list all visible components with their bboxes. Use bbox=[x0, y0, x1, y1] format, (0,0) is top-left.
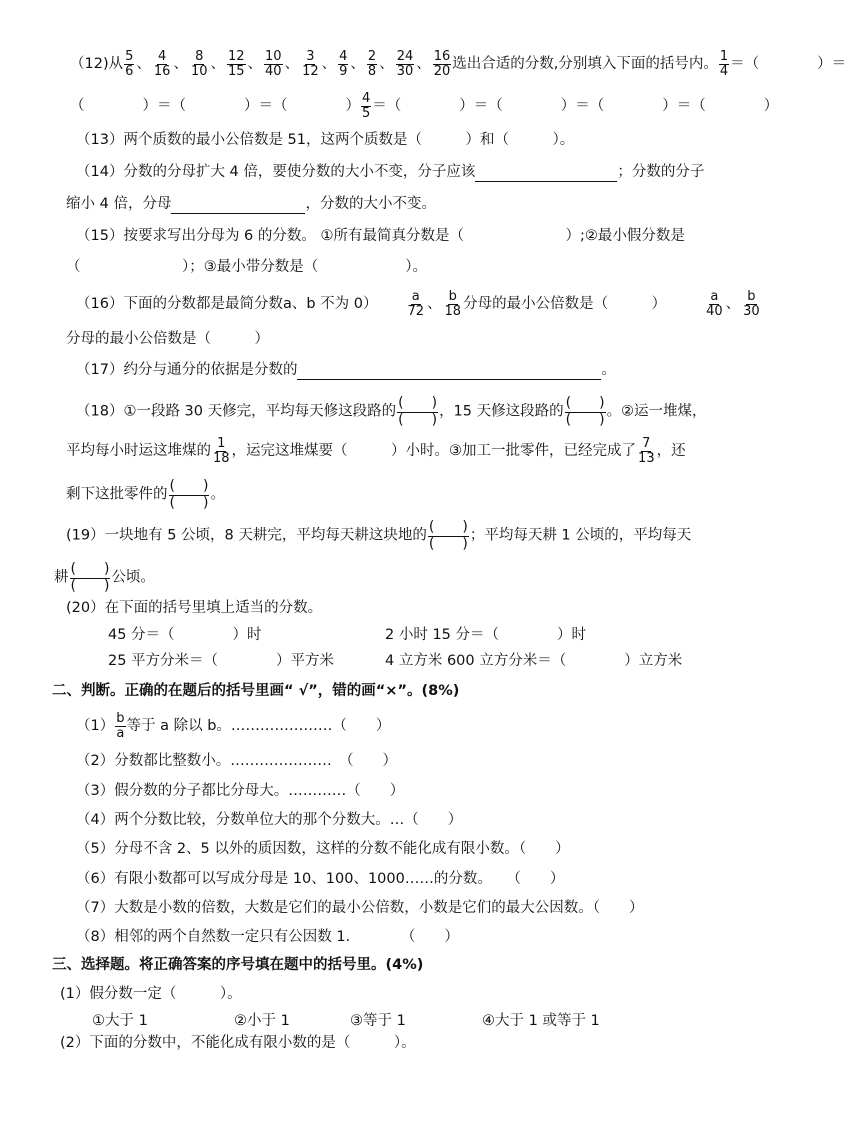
q18-text-g: 剩下这批零件的 bbox=[66, 486, 168, 503]
q12-fraction-list bbox=[123, 49, 452, 79]
fraction: $\frac{b}{a}$ bbox=[116, 711, 125, 741]
q12-blank-chain-3: ＝（ ）＝（ ）＝（ ）＝（ ） bbox=[372, 98, 779, 115]
q20-item-4: 4 立方米 600 立方分米＝（ ）立方米 bbox=[385, 653, 683, 669]
q14-text-c: 缩小 4 倍，分母 bbox=[66, 196, 172, 212]
q19-text-c: 耕 bbox=[54, 569, 69, 586]
q16-text-b: 分母的最小公倍数是（ ） bbox=[463, 296, 667, 313]
q16-line2: 分母的最小公倍数是（ ） bbox=[66, 331, 269, 347]
judge-item-8: （8）相邻的两个自然数一定只有公因数 1. （ ） bbox=[76, 929, 459, 945]
fraction: $\frac{b}{30}$ bbox=[743, 289, 760, 319]
judge-item-1 bbox=[76, 712, 390, 740]
q12-blank-chain-2: （ ）＝（ ）＝（ ） bbox=[70, 98, 360, 115]
q19-text-d: 公顷。 bbox=[111, 569, 155, 586]
q18-text-h: 。 bbox=[210, 486, 225, 503]
q14-line2 bbox=[66, 194, 436, 214]
choice-q2: (2）下面的分数中，不能化成有限小数的是（ ）。 bbox=[60, 1035, 416, 1051]
q12-line1 bbox=[70, 50, 846, 78]
q19-text-a: (19）一块地有 5 公顷，8 天耕完，平均每天耕这块地的 bbox=[66, 527, 427, 544]
q18-line2 bbox=[66, 437, 686, 465]
q18-text-e: ，运完这堆煤要（ ）小时。③加工一批零件，已经完成了 bbox=[231, 443, 637, 460]
fraction: $\frac{3}{12}$ bbox=[302, 49, 319, 79]
q17-text-a: （17）约分与通分的依据是分数的 bbox=[76, 362, 298, 378]
q14-line1 bbox=[76, 162, 704, 182]
fraction: $\frac{a}{40}$ bbox=[706, 289, 723, 319]
judge-item-5: （5）分母不含 2、5 以外的质因数，这样的分数不能化成有限小数。（ ） bbox=[76, 841, 570, 857]
fraction: $\frac{4}{9}$ bbox=[339, 49, 348, 79]
q18-text-c: 。②运一堆煤， bbox=[606, 403, 707, 420]
fraction: $\frac{8}{10}$ bbox=[190, 49, 208, 79]
separator: 、 bbox=[173, 56, 188, 73]
q18-text-f: ，还 bbox=[656, 443, 686, 460]
blank-fraction[interactable]: $\frac{( )}{( )}$ bbox=[70, 561, 110, 594]
q20-item-2: 2 小时 15 分＝（ ）时 bbox=[385, 627, 587, 643]
judge-item-7: （7）大数是小数的倍数，大数是它们的最小公倍数，小数是它们的最大公因数。（ ） bbox=[76, 900, 644, 916]
q15-line1: （15）按要求写出分母为 6 的分数。 ①所有最简真分数是（ ）;②最小假分数是 bbox=[76, 228, 685, 244]
answer-line[interactable] bbox=[297, 364, 601, 380]
q18-text-a: （18）①一段路 30 天修完，平均每天修这段路的 bbox=[76, 403, 397, 420]
fraction: $\frac{12}{15}$ bbox=[227, 49, 245, 79]
separator: 、 bbox=[725, 296, 741, 313]
judge-item-4: （4）两个分数比较，分数单位大的那个分数大。…（ ） bbox=[76, 812, 463, 828]
fraction: $\frac{a}{72}$ bbox=[407, 289, 425, 319]
fraction: $\frac{4}{5}$ bbox=[362, 91, 371, 121]
separator: 、 bbox=[136, 56, 151, 73]
fraction: $\frac{4}{16}$ bbox=[153, 49, 171, 79]
q20-item-1: 45 分＝（ ）时 bbox=[108, 627, 262, 643]
fraction: $\frac{5}{6}$ bbox=[125, 49, 134, 79]
fraction: $\frac{2}{8}$ bbox=[367, 49, 377, 79]
judge-1-number: （1） bbox=[76, 718, 115, 735]
separator: 、 bbox=[416, 56, 431, 73]
fraction: $\frac{10}{40}$ bbox=[265, 49, 282, 79]
answer-line[interactable] bbox=[475, 166, 617, 182]
q16-line1 bbox=[76, 290, 762, 318]
q17-text-b: 。 bbox=[601, 362, 616, 378]
q14-text-d: ，分数的大小不变。 bbox=[305, 196, 436, 212]
q14-text-a: （14）分数的分母扩大 4 倍，要使分数的大小不变，分子应该 bbox=[76, 164, 476, 180]
q19-text-b: ；平均每天耕 1 公顷的，平均每天 bbox=[469, 527, 692, 544]
separator: 、 bbox=[379, 56, 394, 73]
q12-instruction: 选出合适的分数,分别填入下面的括号内。 bbox=[452, 56, 718, 73]
q13: （13）两个质数的最小公倍数是 51，这两个质数是（ ）和（ ）。 bbox=[76, 132, 575, 148]
choice-q1-option-4[interactable]: ④大于 1 或等于 1 bbox=[482, 1013, 600, 1029]
q14-text-b: ；分数的分子 bbox=[617, 164, 705, 180]
q17 bbox=[76, 360, 616, 380]
judge-item-6: （6）有限小数都可以写成分母是 10、100、1000……的分数。 （ ） bbox=[76, 871, 565, 887]
q19-line1 bbox=[66, 520, 691, 551]
fraction: $\frac{7}{13}$ bbox=[638, 436, 655, 466]
q15-line2: （ ）；③最小带分数是（ ）。 bbox=[66, 259, 427, 275]
q12-line2 bbox=[70, 92, 778, 120]
blank-fraction[interactable]: $\frac{( )}{( )}$ bbox=[428, 519, 468, 552]
choice-q1-option-2[interactable]: ②小于 1 bbox=[234, 1013, 290, 1029]
q12-prefix: （12)从 bbox=[70, 56, 124, 73]
judge-1-text: 等于 a 除以 b。…………………（ ） bbox=[126, 718, 391, 735]
fraction: $\frac{b}{18}$ bbox=[444, 289, 462, 319]
choice-q1: (1）假分数一定（ ）。 bbox=[60, 986, 242, 1002]
fraction: $\frac{16}{20}$ bbox=[433, 49, 451, 79]
separator: 、 bbox=[350, 56, 365, 73]
choice-q1-option-3[interactable]: ③等于 1 bbox=[350, 1013, 406, 1029]
blank-fraction[interactable]: $\frac{( )}{( )}$ bbox=[169, 478, 209, 511]
separator: 、 bbox=[247, 56, 263, 73]
separator: 、 bbox=[427, 296, 442, 313]
judge-item-3: （3）假分数的分子都比分母大。…………（ ） bbox=[76, 783, 405, 799]
fraction: $\frac{24}{30}$ bbox=[396, 49, 414, 79]
blank-fraction[interactable]: $\frac{( )}{( )}$ bbox=[565, 395, 605, 428]
separator: 、 bbox=[321, 56, 337, 73]
blank-fraction[interactable]: $\frac{( )}{( )}$ bbox=[398, 395, 438, 428]
separator: 、 bbox=[284, 56, 300, 73]
fraction: $\frac{1}{4}$ bbox=[719, 49, 729, 79]
q12-blank-chain-1: ＝（ ）＝ bbox=[730, 56, 846, 73]
q19-line2 bbox=[54, 562, 155, 593]
q18-line1 bbox=[76, 396, 707, 427]
section3-title: 三、选择题。将正确答案的序号填在题中的括号里。(4%) bbox=[52, 957, 424, 973]
q18-line3 bbox=[66, 479, 225, 510]
q18-text-b: ，15 天修这段路的 bbox=[439, 403, 564, 420]
fraction: $\frac{1}{18}$ bbox=[213, 436, 230, 466]
section2-title: 二、判断。正确的在题后的括号里画“ √”，错的画“×”。(8%) bbox=[52, 683, 460, 699]
q20-title: (20）在下面的括号里填上适当的分数。 bbox=[66, 600, 323, 616]
q20-item-3: 25 平方分米＝（ ）平方米 bbox=[108, 653, 335, 669]
q16-text-a: （16）下面的分数都是最简分数a、b 不为 0） bbox=[76, 296, 378, 313]
separator: 、 bbox=[210, 56, 225, 73]
q18-text-d: 平均每小时运这堆煤的 bbox=[66, 443, 211, 460]
answer-line[interactable] bbox=[171, 198, 305, 214]
judge-item-2: （2）分数都比整数小。………………… （ ） bbox=[76, 753, 397, 769]
choice-q1-option-1[interactable]: ①大于 1 bbox=[92, 1013, 148, 1029]
